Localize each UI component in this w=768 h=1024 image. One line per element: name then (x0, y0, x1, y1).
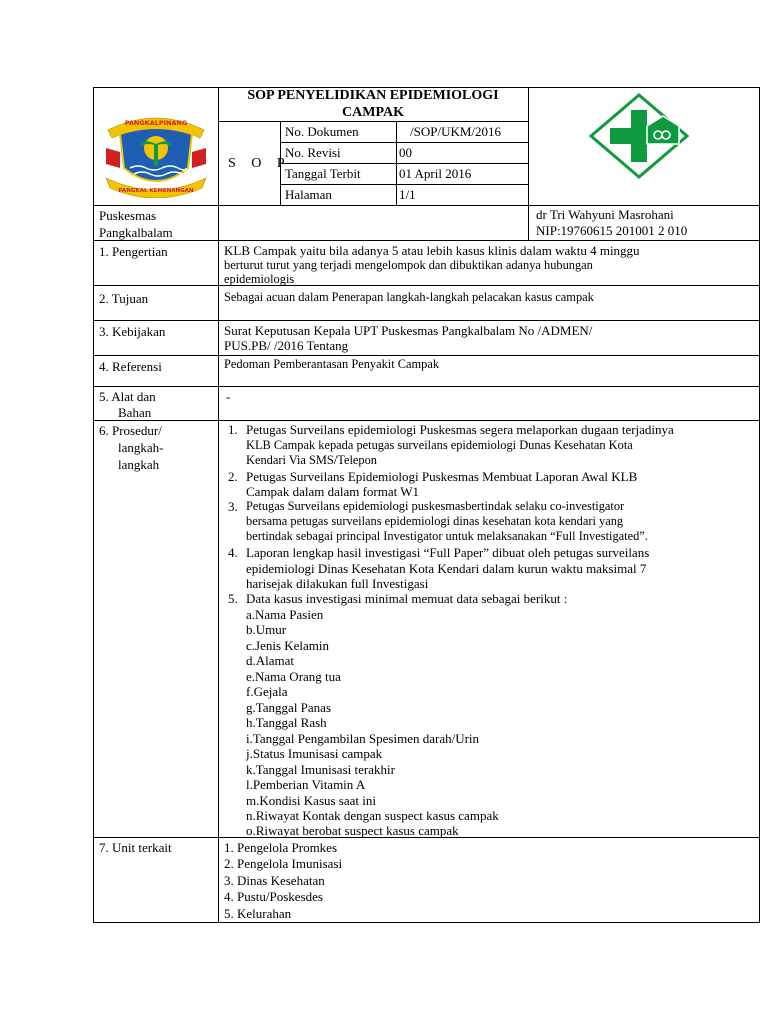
step-line: Laporan lengkap hasil investigasi “Full Paper” dibuat oleh petugas surveilans (246, 545, 650, 560)
header-right-divider (528, 87, 529, 240)
step-line: harisejak dilakukan full Investigasi (246, 576, 429, 591)
revision-value: 00 (399, 145, 412, 160)
list-item: f.Gejala (246, 684, 288, 699)
section-label-prosedur: 6. Prosedur/ (99, 423, 162, 438)
emblem-bottom-text: PANGKAL KEMENANGAN (118, 188, 194, 194)
section-label-alat: 5. Alat dan (99, 389, 156, 404)
step-number: 3. (228, 499, 238, 514)
list-item: m.Kondisi Kasus saat ini (246, 793, 376, 808)
list-item: 4. Pustu/Poskesdes (224, 889, 323, 904)
alat-text: - (226, 389, 231, 404)
list-item: h.Tanggal Rash (246, 715, 327, 730)
revision-label: No. Revisi (285, 145, 341, 160)
doc-number-label: No. Dokumen (285, 124, 359, 139)
list-item: i.Tanggal Pengambilan Spesimen darah/Urin (246, 731, 480, 746)
step-line: bertindak sebagai principal Investigator untuk melaksanakan “Full Investigated”. (246, 529, 648, 543)
city-emblem-logo (100, 108, 212, 198)
step-line: Petugas Surveilans epidemiologi puskesmasbertindak selaku co-investigator (246, 499, 625, 513)
tujuan-text: Sebagai acuan dalam Penerapan langkah-langkah pelacakan kasus campak (224, 290, 594, 304)
section-label-referensi: 4. Referensi (99, 359, 162, 374)
step-line: Campak dalam dalam format W1 (246, 484, 420, 499)
step-line: Kendari Via SMS/Telepon (246, 453, 377, 467)
doc-number-value: /SOP/UKM/2016 (410, 124, 502, 139)
table-border-left (93, 87, 94, 923)
step-number: 1. (228, 422, 238, 437)
table-col-divider (218, 87, 219, 923)
list-item: l.Pemberian Vitamin A (246, 777, 366, 792)
step-line: Data kasus investigasi minimal memuat data sebagai berikut : (246, 591, 568, 606)
list-item: g.Tanggal Panas (246, 700, 332, 715)
section-label-prosedur-line3: langkah (118, 457, 160, 472)
section-line (93, 386, 760, 387)
pengertian-line: berturut turut yang terjadi mengelompok dan dibuktikan adanya hubungan (224, 258, 593, 272)
header-row-line (280, 184, 528, 185)
step-line: epidemiologi Dinas Kesehatan Kota Kendari dalam kurun waktu maksimal 7 (246, 561, 647, 576)
issue-date-value: 01 April 2016 (399, 166, 472, 181)
section-line (93, 420, 760, 421)
sop-label: S O P (228, 156, 291, 171)
org-row-bottom (93, 240, 760, 241)
signer-name: dr Tri Wahyuni Masrohani (536, 207, 674, 222)
page-label: Halaman (285, 187, 332, 202)
section-label-kebijakan: 3. Kebijakan (99, 324, 166, 339)
header-row-line (280, 142, 528, 143)
step-line: Petugas Surveilans epidemiologi Puskesmas segera melaporkan dugaan terjadinya (246, 422, 674, 437)
list-item: 1. Pengelola Promkes (224, 840, 338, 855)
kebijakan-line2: PUS.PB/ /2016 Tentang (224, 338, 349, 353)
header-bottom-line (93, 205, 760, 206)
section-label-unit: 7. Unit terkait (99, 840, 172, 855)
step-line: bersama petugas surveilans epidemiologi dinas kesehatan kota kendari yang (246, 514, 624, 528)
pengertian-line: KLB Campak yaitu bila adanya 5 atau lebih kasus klinis dalam waktu 4 minggu (224, 243, 640, 258)
section-label-prosedur-line2: langkah- (118, 440, 164, 455)
step-line: Petugas Surveilans Epidemiologi Puskesmas Membuat Laporan Awal KLB (246, 469, 638, 484)
org-name-line1: Puskesmas (99, 208, 157, 223)
pengertian-line: epidemiologis (224, 272, 295, 286)
page-value: 1/1 (399, 187, 416, 202)
list-item: j.Status Imunisasi campak (246, 746, 383, 761)
kebijakan-line1: Surat Keputusan Kepala UPT Puskesmas Pangkalbalam No /ADMEN/ (224, 323, 593, 338)
list-item: o.Riwayat berobat suspect kasus campak (246, 823, 459, 838)
section-label-tujuan: 2. Tujuan (99, 291, 149, 306)
issue-date-label: Tanggal Terbit (285, 166, 361, 181)
table-border-bottom (93, 922, 760, 923)
header-title-bottom (218, 121, 528, 122)
section-line (93, 355, 760, 356)
document-title: SOP PENYELIDIKAN EPIDEMIOLOGI CAMPAK (247, 88, 499, 120)
section-label-pengertian: 1. Pengertian (99, 244, 168, 259)
list-item: a.Nama Pasien (246, 607, 324, 622)
list-item: 2. Pengelola Imunisasi (224, 856, 343, 871)
step-line: KLB Campak kepada petugas surveilans epidemiologi Dunas Kesehatan Kota (246, 438, 633, 452)
list-item: k.Tanggal Imunisasi terakhir (246, 762, 395, 777)
list-item: b.Umur (246, 622, 287, 637)
list-item: 3. Dinas Kesehatan (224, 873, 325, 888)
header-row-line (280, 163, 528, 164)
list-item: e.Nama Orang tua (246, 669, 341, 684)
referensi-text: Pedoman Pemberantasan Penyakit Campak (224, 357, 440, 371)
list-item: 5. Kelurahan (224, 906, 292, 921)
list-item: d.Alamat (246, 653, 295, 668)
org-name-line2: Pangkalbalam (99, 225, 173, 240)
table-border-right (759, 87, 760, 923)
signer-nip: NIP:19760615 201001 2 010 (536, 223, 688, 238)
section-label-alat-line2: Bahan (118, 405, 152, 420)
emblem-top-text: PANGKALPINANG (124, 119, 188, 127)
section-line (93, 285, 760, 286)
list-item: c.Jenis Kelamin (246, 638, 330, 653)
section-line (93, 320, 760, 321)
step-number: 4. (228, 545, 238, 560)
step-number: 2. (228, 469, 238, 484)
list-item: n.Riwayat Kontak dengan suspect kasus campak (246, 808, 499, 823)
step-number: 5. (228, 591, 238, 606)
puskesmas-logo (588, 92, 690, 180)
